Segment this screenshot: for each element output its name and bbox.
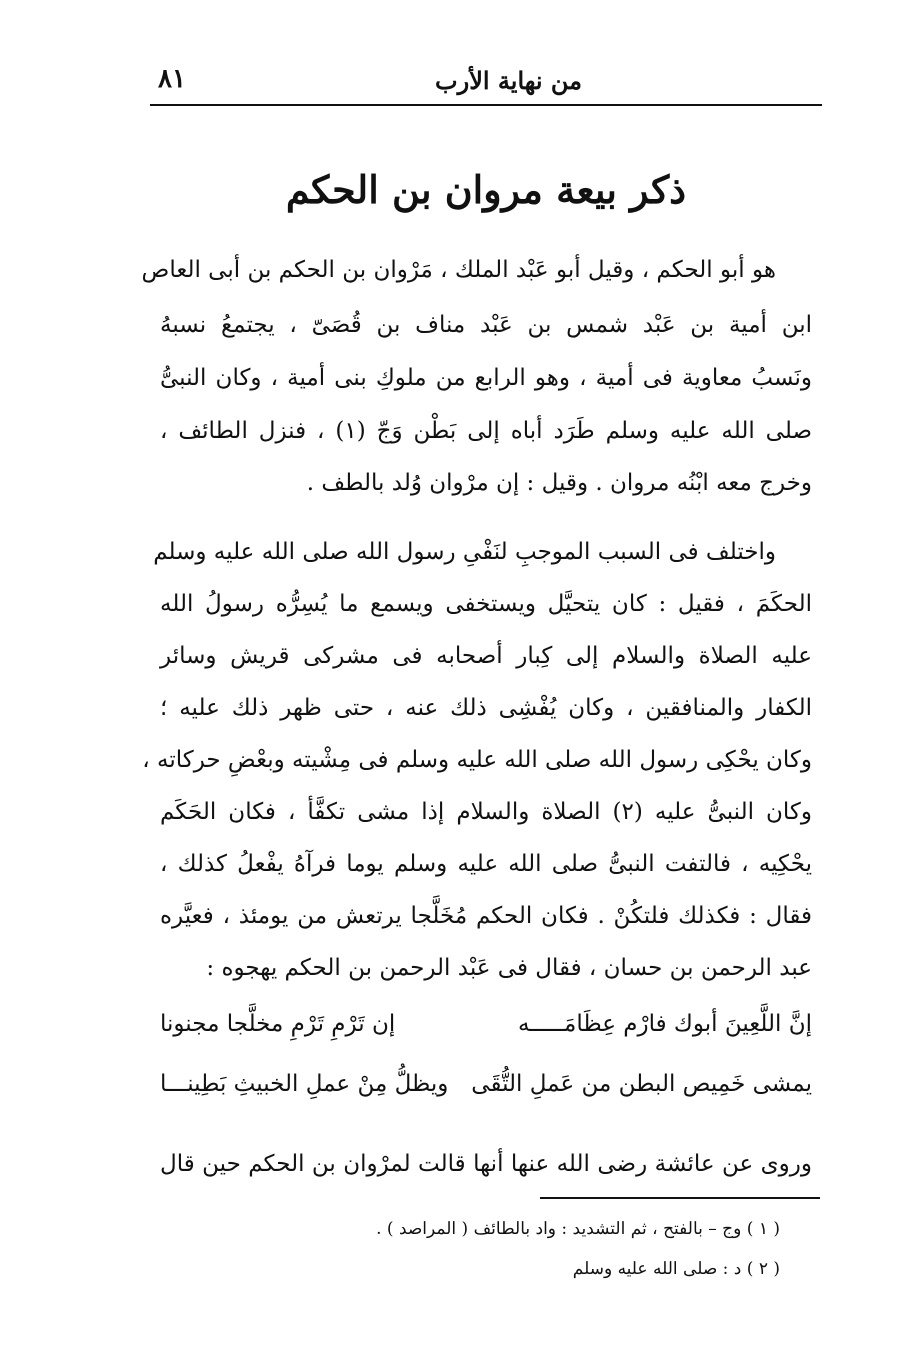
text-line: وكان يحْكِى رسول الله صلى الله عليه وسلم فى مِشْيته وبعْضِ حركاته ، (142, 747, 812, 773)
page-number: ٨١ (158, 64, 186, 94)
footnote: ( ٢ ) د : صلى الله عليه وسلم (572, 1259, 780, 1279)
chapter-title: ذكر بيعة مروان بن الحكم (285, 167, 687, 212)
text-line: يحْكِيه ، فالتفت النبىُّ صلى الله عليه وسلم يوما فرآهُ يفْعلُ كذلك ، (160, 851, 812, 877)
text-line: وكان النبىُّ عليه (٢) الصلاة والسلام إذا مشى تكفَّأ ، فكان الحَكَم (160, 799, 812, 825)
text-line: وخرج معه ابْنُه مروان . وقيل : إن مرْوان وُلد بالطف . (306, 470, 812, 496)
text-line: ابن أمية بن عَبْد شمس بن عَبْد مناف بن قُصَىّ ، يجتمعُ نسبهُ (160, 312, 812, 338)
verse-first-hemistich: إنَّ اللَّعِينَ أبوك فارْم عِظَامَـــــه (517, 1011, 812, 1037)
text-line: ونَسبُ معاوية فى أمية ، وهو الرابع من ملوكِ بنى أمية ، وكان النبىُّ (160, 365, 812, 391)
verse-second-hemistich: ويظلُّ مِنْ عملِ الخبيثِ بَطِينـــا (160, 1071, 449, 1097)
verse-second-hemistich: إن تَرْمِ تَرْمِ مخلَّجا مجنونا (160, 1011, 396, 1037)
text-line: واختلف فى السبب الموجبِ لنَفْىِ رسول الله صلى الله عليه وسلم (153, 539, 776, 565)
text-line: الكفار والمنافقين ، وكان يُفْشِى ذلك عنه ، حتى ظهر ذلك عليه ؛ (160, 695, 812, 721)
footnote: ( ١ ) وج – بالفتح ، ثم التشديد : واد بالطائف ( المراصد ) . (376, 1219, 780, 1239)
text-line: فقال : فكذلك فلتكُنْ . فكان الحكم مُخَلَّجا يرتعش من يومئذ ، فعيَّره (160, 903, 812, 929)
text-line: عبد الرحمن بن حسان ، فقال فى عَبْد الرحمن بن الحكم يهجوه : (206, 955, 812, 981)
text-line: هو أبو الحكم ، وقيل أبو عَبْد الملك ، مَرْوان بن الحكم بن أبى العاص (141, 257, 776, 283)
running-head (150, 62, 822, 102)
verse-first-hemistich: يمشى خَمِيص البطن من عَملِ التُّقَى (471, 1071, 812, 1097)
text-line: صلى الله عليه وسلم طَرَد أباه إلى بَطْن وَجّ (١) ، فنزل الطائف ، (160, 418, 812, 444)
running-title: من نهاية الأرب (435, 66, 582, 95)
footnote-rule (540, 1197, 820, 1199)
text-line: الحكَمَ ، فقيل : كان يتحيَّل ويستخفى ويسمع ما يُسِرُّه رسولُ الله (160, 591, 812, 617)
header-rule (150, 104, 822, 106)
text-line: وروى عن عائشة رضى الله عنها أنها قالت لمرْوان بن الحكم حين قال (160, 1151, 812, 1177)
poem-verse (160, 1004, 812, 1044)
poem-verse (160, 1064, 812, 1104)
text-line: عليه الصلاة والسلام إلى كِبار أصحابه فى مشركى قريش وسائر (160, 643, 812, 669)
